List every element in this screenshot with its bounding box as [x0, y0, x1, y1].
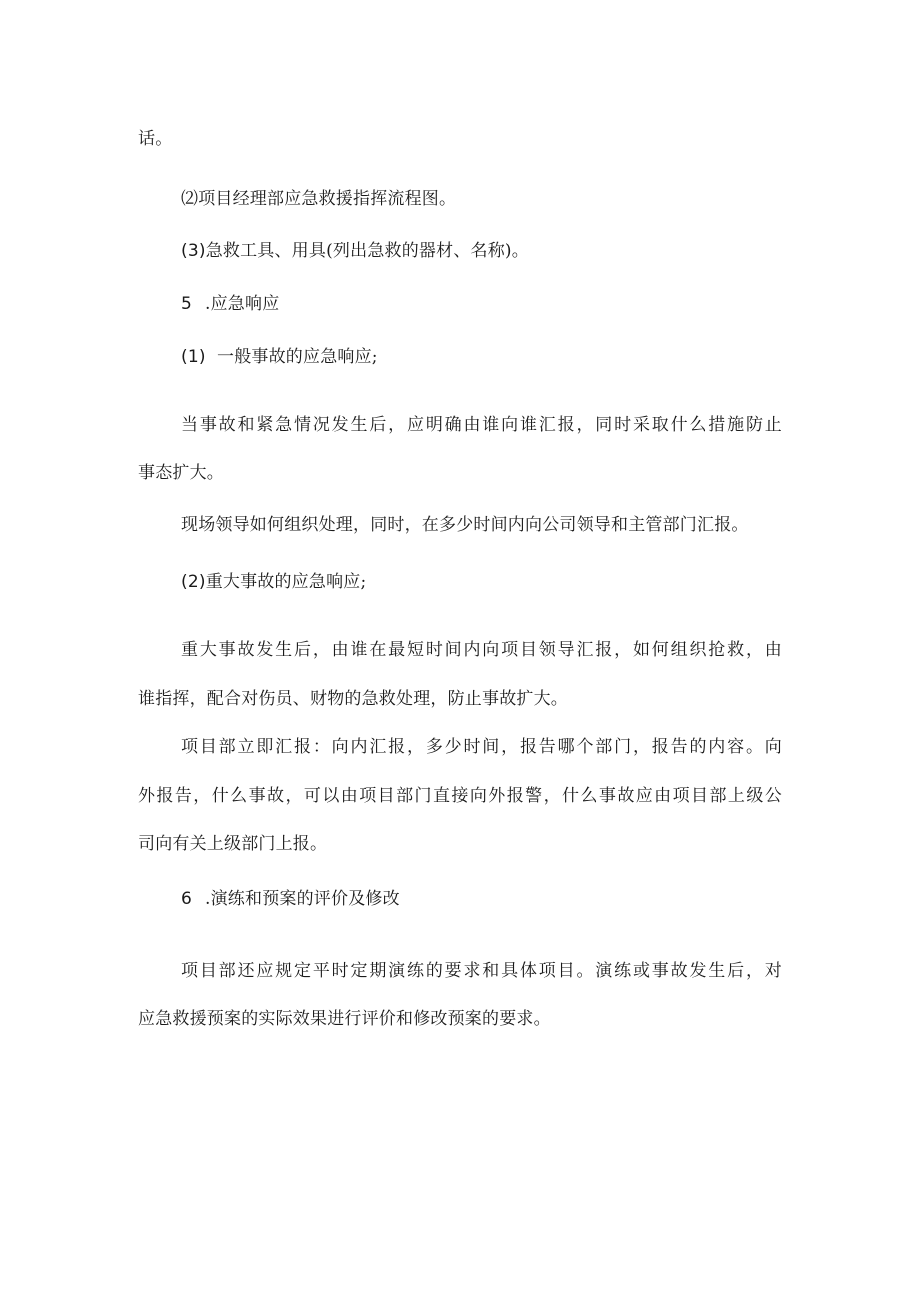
paragraph-3-line-2: 谁指挥，配合对伤员、财物的急救处理，防止事故扩大。 [138, 689, 568, 709]
subsection-2 [181, 571, 366, 593]
section-6-number: 6 [181, 889, 193, 909]
paragraph-4-line-2: 外报告，什么事故，可以由项目部门直接向外报警，什么事故应由项目部上级公 [138, 786, 782, 806]
paragraph-3-line-1: 重大事故发生后，由谁在最短时间内向项目领导汇报，如何组织抢救，由 [181, 640, 782, 660]
section-heading-5 [181, 293, 279, 315]
section-heading-6 [181, 888, 400, 910]
list-item-2: ⑵项目经理部应急救援指挥流程图。 [181, 189, 457, 209]
subsection-2-title: 重大事故的应急响应; [205, 572, 367, 592]
section-5-title: .应急响应 [205, 294, 280, 314]
section-6-title: .演练和预案的评价及修改 [205, 889, 400, 909]
list-item-3-number: (3) [181, 241, 206, 261]
paragraph-1-line-1: 当事故和紧急情况发生后，应明确由谁向谁汇报，同时采取什么措施防止 [181, 415, 782, 435]
subsection-1-title: 一般事故的应急响应; [217, 347, 378, 367]
subsection-1 [181, 346, 378, 368]
text-line-continuation: 话。 [138, 129, 173, 149]
paragraph-1-line-2: 事态扩大。 [138, 463, 224, 483]
paragraph-4-line-3: 司向有关上级部门上报。 [138, 834, 328, 854]
list-item-3 [181, 240, 529, 262]
subsection-2-number: (2) [181, 572, 206, 592]
subsection-1-number: (1) [181, 347, 206, 367]
paragraph-4-line-1: 项目部立即汇报：向内汇报，多少时间，报告哪个部门，报告的内容。向 [181, 737, 782, 757]
section-5-number: 5 [181, 294, 193, 314]
paragraph-5-line-2: 应急救援预案的实际效果进行评价和修改预案的要求。 [138, 1009, 551, 1029]
paragraph-5-line-1: 项目部还应规定平时定期演练的要求和具体项目。演练或事故发生后，对 [181, 961, 782, 981]
paragraph-2: 现场领导如何组织处理，同时，在多少时间内向公司领导和主管部门汇报。 [181, 515, 749, 535]
list-item-3-text: 急救工具、用具(列出急救的器材、名称)。 [205, 241, 529, 261]
